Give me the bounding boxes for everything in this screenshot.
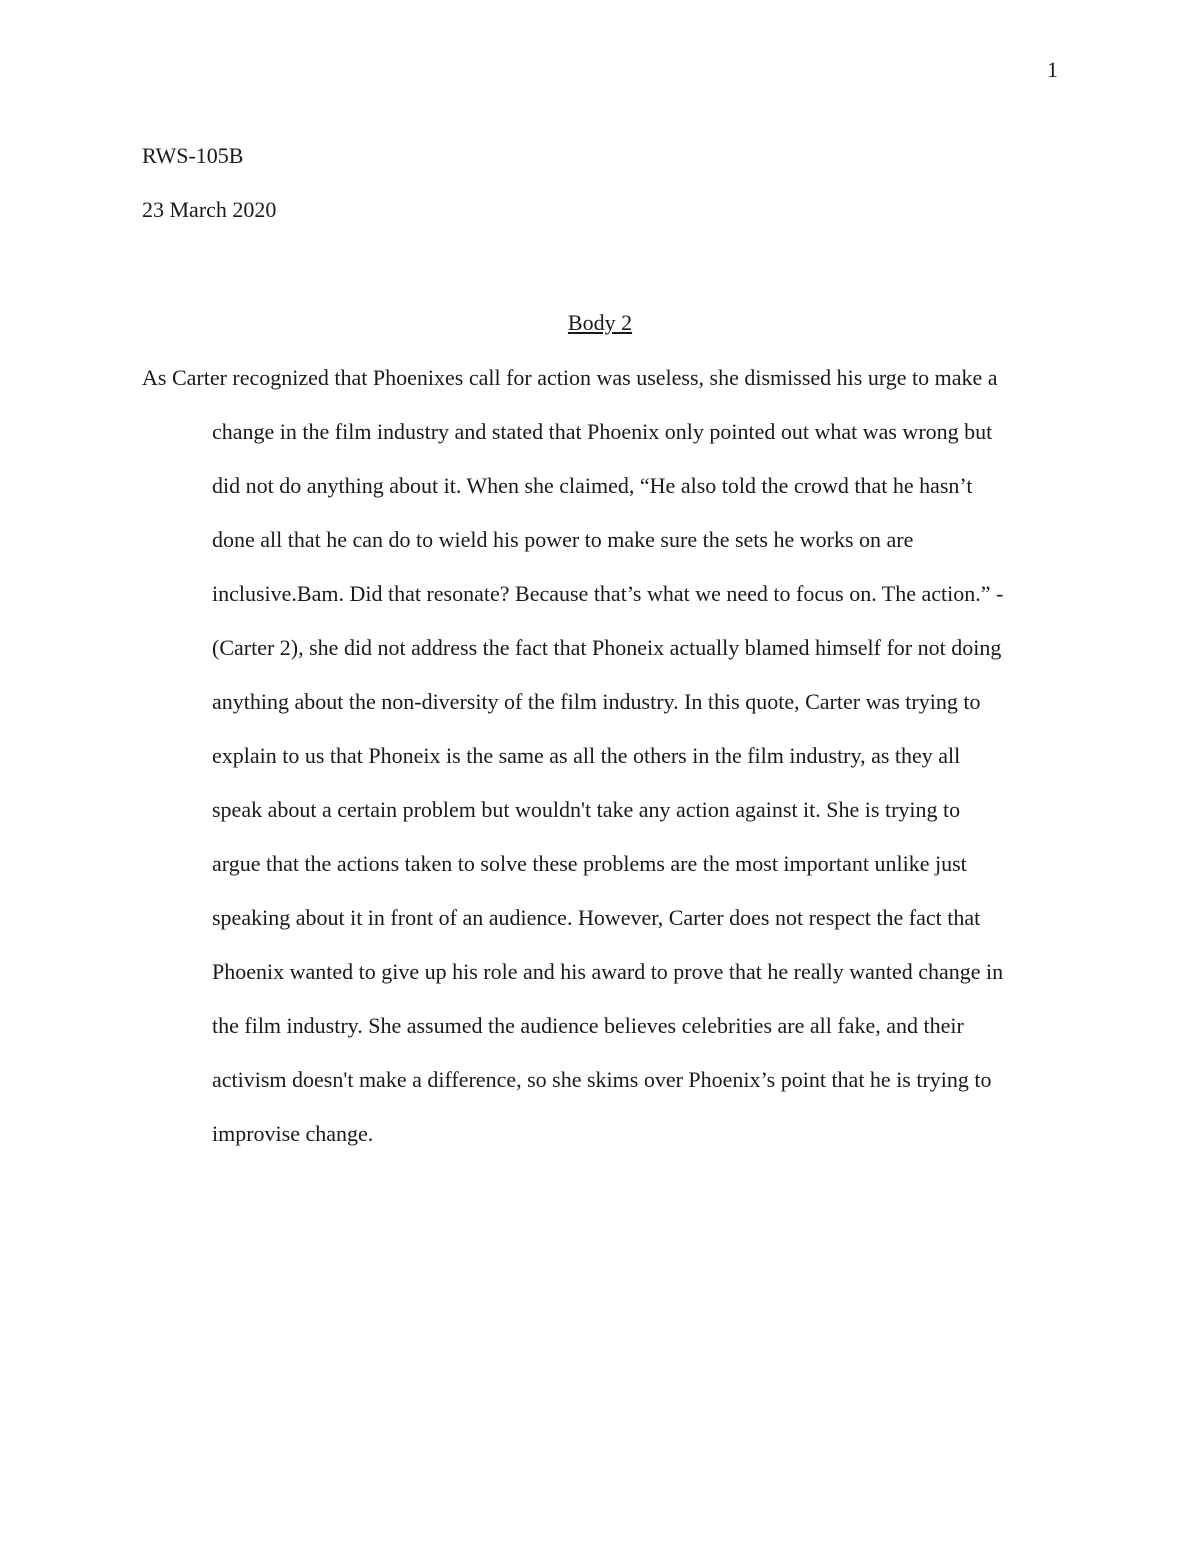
paragraph-line: As Carter recognized that Phoenixes call for action was useless, she dismissed his urge to make a (142, 365, 998, 390)
paragraph-line: Phoenix wanted to give up his role and his award to prove that he really wanted change in (212, 959, 1004, 984)
paragraph-line: activism doesn't make a difference, so she skims over Phoenix’s point that he is trying to (212, 1067, 992, 1092)
paragraph-line: change in the film industry and stated that Phoenix only pointed out what was wrong but (212, 419, 993, 444)
page-number: 1 (1047, 57, 1058, 82)
paragraph-line: improvise change. (212, 1121, 374, 1146)
paragraph-line: speaking about it in front of an audience. However, Carter does not respect the fact that (212, 905, 981, 930)
paragraph-line: speak about a certain problem but wouldn't take any action against it. She is trying to (212, 797, 961, 822)
paragraph-line: inclusive.Bam. Did that resonate? Because that’s what we need to focus on. The action.” - (212, 581, 1004, 606)
paragraph-line: argue that the actions taken to solve these problems are the most important unlike just (212, 851, 967, 876)
paragraph-line: explain to us that Phoneix is the same as all the others in the film industry, as they all (212, 743, 961, 768)
paragraph-line: the film industry. She assumed the audience believes celebrities are all fake, and their (212, 1013, 964, 1038)
paragraph-line: (Carter 2), she did not address the fact that Phoneix actually blamed himself for not doing (212, 635, 1002, 660)
course-code: RWS-105B (142, 143, 244, 168)
document-title: Body 2 (567, 310, 633, 335)
paragraph-line: did not do anything about it. When she claimed, “He also told the crowd that he hasn’t (212, 473, 973, 498)
paragraph-line: done all that he can do to wield his power to make sure the sets he works on are (212, 527, 914, 552)
paragraph-line: anything about the non-diversity of the film industry. In this quote, Carter was trying to (212, 689, 981, 714)
date: 23 March 2020 (142, 197, 277, 222)
